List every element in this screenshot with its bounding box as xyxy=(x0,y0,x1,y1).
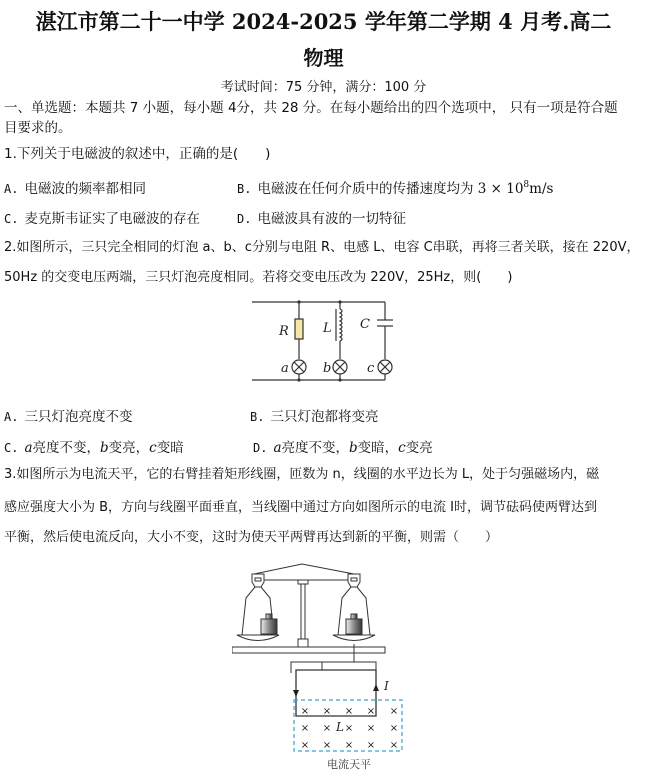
label-b: b xyxy=(323,361,332,376)
magnetic-field-symbols xyxy=(301,706,398,751)
svg-text:×: × xyxy=(366,706,376,717)
question-1-option-b[interactable] xyxy=(237,177,553,197)
option-text: 电磁波的频率都相同 xyxy=(24,181,146,197)
label-L: L xyxy=(323,321,332,336)
option-text: 三只灯泡亮度不变 xyxy=(24,409,133,425)
option-label: D. xyxy=(237,212,252,226)
question-2-stem-line2: 50Hz 的交变电压两端，三只灯泡亮度相同。若将交变电压改为 220V，25Hz，则( ) xyxy=(4,270,513,285)
option-text: 电磁波具有波的一切特征 xyxy=(257,211,406,227)
question-1-option-d[interactable] xyxy=(237,207,406,227)
option-text: 电磁波在任何介质中的传播速度均为 xyxy=(257,181,474,197)
svg-text:×: × xyxy=(389,706,399,717)
question-1-option-c[interactable] xyxy=(4,207,200,227)
label-R: R xyxy=(279,324,289,339)
option-text: 麦克斯韦证实了电磁波的存在 xyxy=(24,211,200,227)
question-2-option-b[interactable] xyxy=(250,405,378,425)
question-3-stem-line2: 感应强度大小为 B，方向与线圈平面垂直，当线圈中通过方向如图所示的电流 I时，调节砝码使两臂达到 xyxy=(4,500,598,515)
svg-text:×: × xyxy=(344,706,354,717)
label-I: I xyxy=(384,679,389,693)
question-1-option-a[interactable] xyxy=(4,177,146,197)
svg-text:×: × xyxy=(322,706,332,717)
question-3-stem-line3: 平衡，然后使电流反向，大小不变，这时为使天平两臂再达到新的平衡，则需（ ） xyxy=(4,530,499,545)
svg-text:×: × xyxy=(344,723,354,734)
question-3-stem-line1: 3.如图所示为电流天平，它的右臂挂着矩形线圈，匝数为 n，线圈的水平边长为 L，处于匀强磁场内，磁 xyxy=(4,467,600,482)
svg-text:×: × xyxy=(300,723,310,734)
svg-text:×: × xyxy=(322,723,332,734)
option-label: A. xyxy=(4,182,19,196)
section-instructions-line1: 一、单选题：本题共 7 小题，每小题 4分，共 28 分。在每小题给出的四个选项中， 只有一项是符合题 xyxy=(4,100,618,116)
svg-text:×: × xyxy=(322,740,332,751)
current-balance-diagram xyxy=(232,560,422,773)
option-label: C. xyxy=(4,212,19,226)
question-2-stem-line1: 2.如图所示，三只完全相同的灯泡 a、b、c分别与电阻 R、电感 L、电容 C串联，再将三者关联，接在 220V， xyxy=(4,240,640,255)
question-2-option-a[interactable] xyxy=(4,405,132,425)
svg-text:×: × xyxy=(344,740,354,751)
figure-caption: 电流天平 xyxy=(327,758,371,771)
svg-text:×: × xyxy=(389,740,399,751)
circuit-diagram xyxy=(250,295,400,385)
speed-value: $3 \times 10^8m/s$ xyxy=(477,180,554,197)
svg-text:×: × xyxy=(389,723,399,734)
svg-text:×: × xyxy=(300,706,310,717)
option-label: B. xyxy=(237,182,252,196)
option-label: C. xyxy=(4,441,19,455)
option-label: B. xyxy=(250,410,265,424)
option-label: D. xyxy=(253,441,268,455)
page-title: 湛江市第二十一中学 2024-2025 学年第二学期 4 月考.高二 xyxy=(35,9,612,34)
label-C: C xyxy=(360,317,370,332)
option-text: 三只灯泡都将变亮 xyxy=(270,409,379,425)
question-2-option-c[interactable]: C. a亮度不变，b变亮，c变暗 xyxy=(4,440,184,456)
label-L: L xyxy=(336,720,344,734)
option-label: A. xyxy=(4,410,19,424)
svg-text:×: × xyxy=(300,740,310,751)
label-c: c xyxy=(367,361,375,376)
subject-title: 物理 xyxy=(303,46,344,70)
svg-text:×: × xyxy=(366,723,376,734)
question-2-option-d[interactable]: D. a亮度不变，b变暗，c变亮 xyxy=(253,440,433,456)
section-instructions-line2: 目要求的。 xyxy=(4,120,72,136)
label-a: a xyxy=(281,361,289,376)
exam-info: 考试时间：75 分钟，满分：100 分 xyxy=(220,80,427,95)
question-1-stem: 1.下列关于电磁波的叙述中，正确的是( ) xyxy=(4,146,271,162)
svg-text:×: × xyxy=(366,740,376,751)
